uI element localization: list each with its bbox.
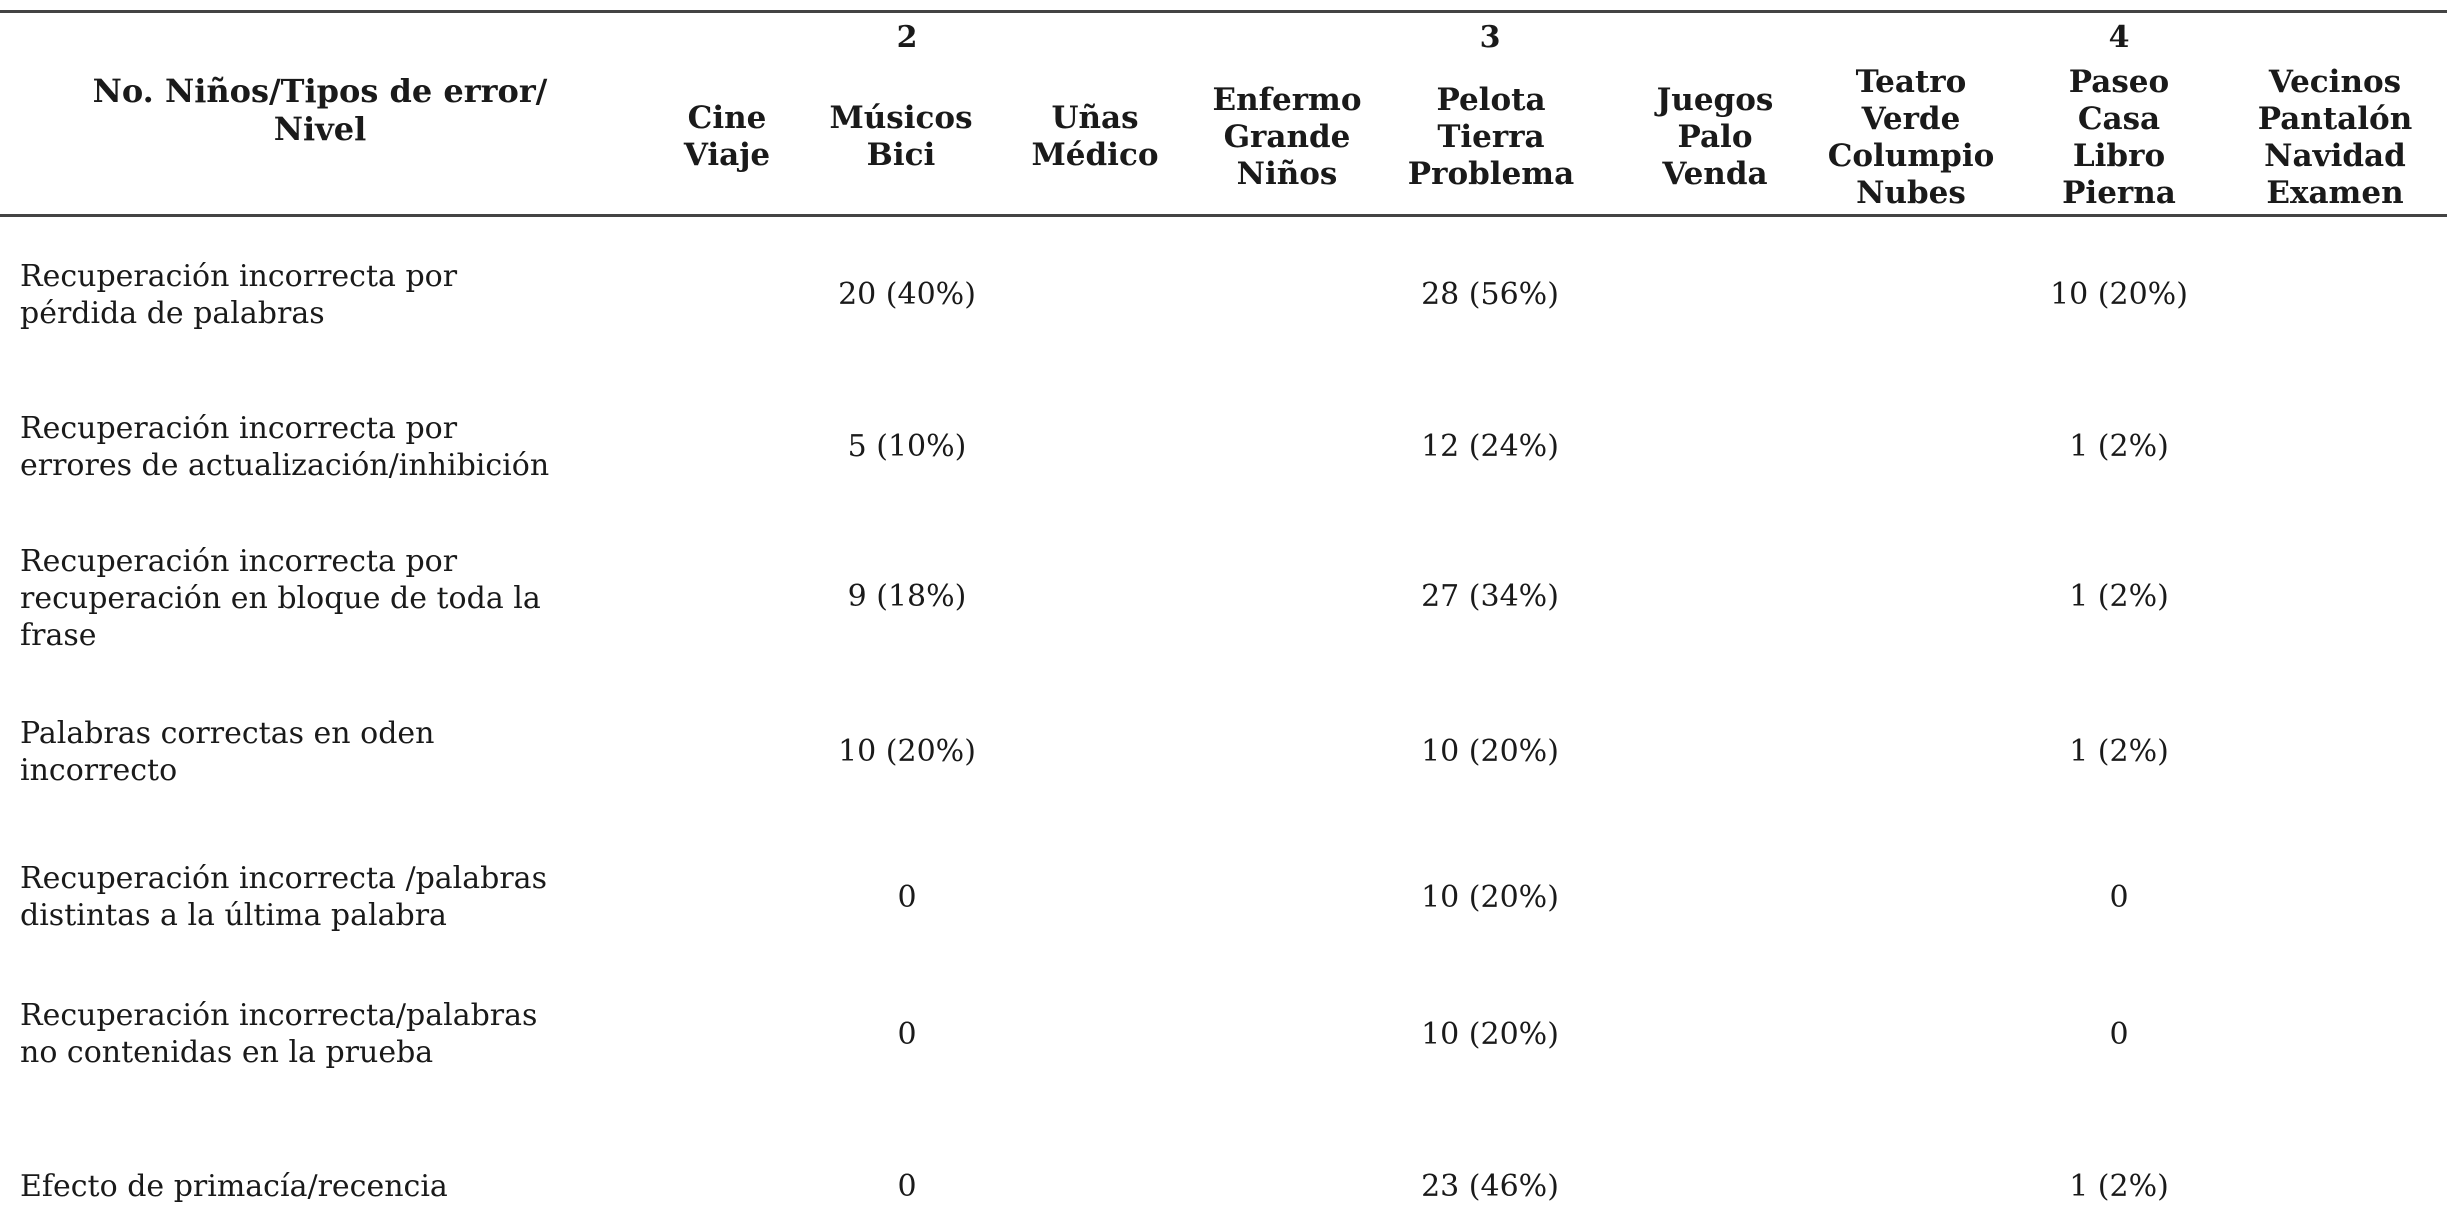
column-header-line: Bici [866,137,936,173]
level-3-label: 3 [1479,20,1501,55]
cell-level-3: 10 (20%) [1421,734,1559,769]
top-rule [0,10,2447,13]
cell-level-3: 12 (24%) [1421,429,1559,464]
column-header-line: Cine [687,100,767,136]
column-header-line: Columpio [1827,138,1995,174]
cell-level-3: 27 (34%) [1421,579,1559,614]
row-label-line: Recuperación incorrecta por [20,411,458,446]
row-label-actualizacion-inhibicion [20,410,660,484]
column-header-enfermo-grande-ninos [1182,82,1392,193]
column-header-juegos-palo-venda [1610,82,1820,193]
cell-level-4: 10 (20%) [2050,277,2188,312]
row-label-line: Efecto de primacía/recencia [20,1169,448,1204]
column-header-line: Enfermo [1212,82,1362,118]
column-header-line: Vecinos [2268,64,2402,100]
row-label-orden-incorrecto [20,715,660,789]
column-header-line: Libro [2072,138,2166,174]
cell-level-2: 9 (18%) [847,579,967,614]
column-header-line: Juegos [1656,82,1774,118]
column-header-line: Viaje [683,137,771,173]
column-header-unas-medico [990,100,1200,174]
cell-level-2: 0 [897,1169,917,1204]
column-header-line: Teatro [1855,64,1967,100]
column-header-pelota-tierra-problema [1386,82,1596,193]
row-label-line: Recuperación incorrecta /palabras [20,861,547,896]
cell-level-4: 1 (2%) [2069,734,2169,769]
column-header-line: Palo [1677,119,1753,155]
cell-level-4: 1 (2%) [2069,429,2169,464]
column-header-line: Casa [2077,101,2161,137]
row-label-line: pérdida de palabras [20,296,325,331]
row-header-line: No. Niños/Tipos de error/ [92,72,548,110]
row-label-line: Palabras correctas en oden [20,716,435,751]
cell-level-2: 10 (20%) [838,734,976,769]
row-label-recuperacion-bloque [20,543,660,654]
column-header-line: Tierra [1437,119,1545,155]
header-rule [0,214,2447,217]
column-header-line: Niños [1236,156,1338,192]
column-header-line: Venda [1662,156,1768,192]
column-header-line: Pierna [2062,175,2176,211]
cell-level-4: 1 (2%) [2069,579,2169,614]
row-header-title [20,72,620,148]
level-2-label: 2 [896,20,918,55]
row-label-line: Recuperación incorrecta por [20,259,458,294]
column-header-line: Nubes [1856,175,1966,211]
row-label-perdida-palabras [20,258,660,332]
cell-level-4: 0 [2109,880,2129,915]
column-header-line: Pantalón [2257,101,2413,137]
cell-level-4: 0 [2109,1017,2129,1052]
cell-level-2: 0 [897,880,917,915]
cell-level-4: 1 (2%) [2069,1169,2169,1204]
column-header-line: Paseo [2068,64,2170,100]
column-header-line: Verde [1861,101,1961,137]
row-label-line: Recuperación incorrecta por [20,544,458,579]
column-header-line: Músicos [829,100,973,136]
cell-level-2: 5 (10%) [847,429,967,464]
level-4-label: 4 [2108,20,2130,55]
row-label-line: no contenidas en la prueba [20,1035,434,1070]
column-header-paseo-casa-libro-pierna [2014,64,2224,212]
row-label-line: recuperación en bloque de toda la [20,581,541,616]
row-label-line: distintas a la última palabra [20,898,447,933]
row-label-no-contenidas [20,997,660,1071]
column-header-musicos-bici [796,100,1006,174]
column-header-line: Pelota [1436,82,1546,118]
column-header-line: Examen [2266,175,2404,211]
row-label-primacia-recencia [20,1168,660,1205]
cell-level-3: 10 (20%) [1421,880,1559,915]
row-label-line: frase [20,618,97,653]
cell-level-3: 23 (46%) [1421,1169,1559,1204]
row-label-line: errores de actualización/inhibición [20,448,550,483]
row-header-line: Nivel [273,110,367,148]
cell-level-3: 10 (20%) [1421,1017,1559,1052]
column-header-line: Navidad [2264,138,2406,174]
row-label-line: Recuperación incorrecta/palabras [20,998,538,1033]
row-label-distintas-ultima [20,860,660,934]
column-header-line: Problema [1407,156,1575,192]
column-header-line: Uñas [1051,100,1139,136]
column-header-line: Médico [1031,137,1159,173]
row-label-line: incorrecto [20,753,178,788]
column-header-teatro-verde-columpio-nubes [1806,64,2016,212]
cell-level-2: 0 [897,1017,917,1052]
column-header-vecinos-pantalon-navidad-examen [2230,64,2440,212]
cell-level-2: 20 (40%) [838,277,976,312]
cell-level-3: 28 (56%) [1421,277,1559,312]
column-header-line: Grande [1223,119,1351,155]
